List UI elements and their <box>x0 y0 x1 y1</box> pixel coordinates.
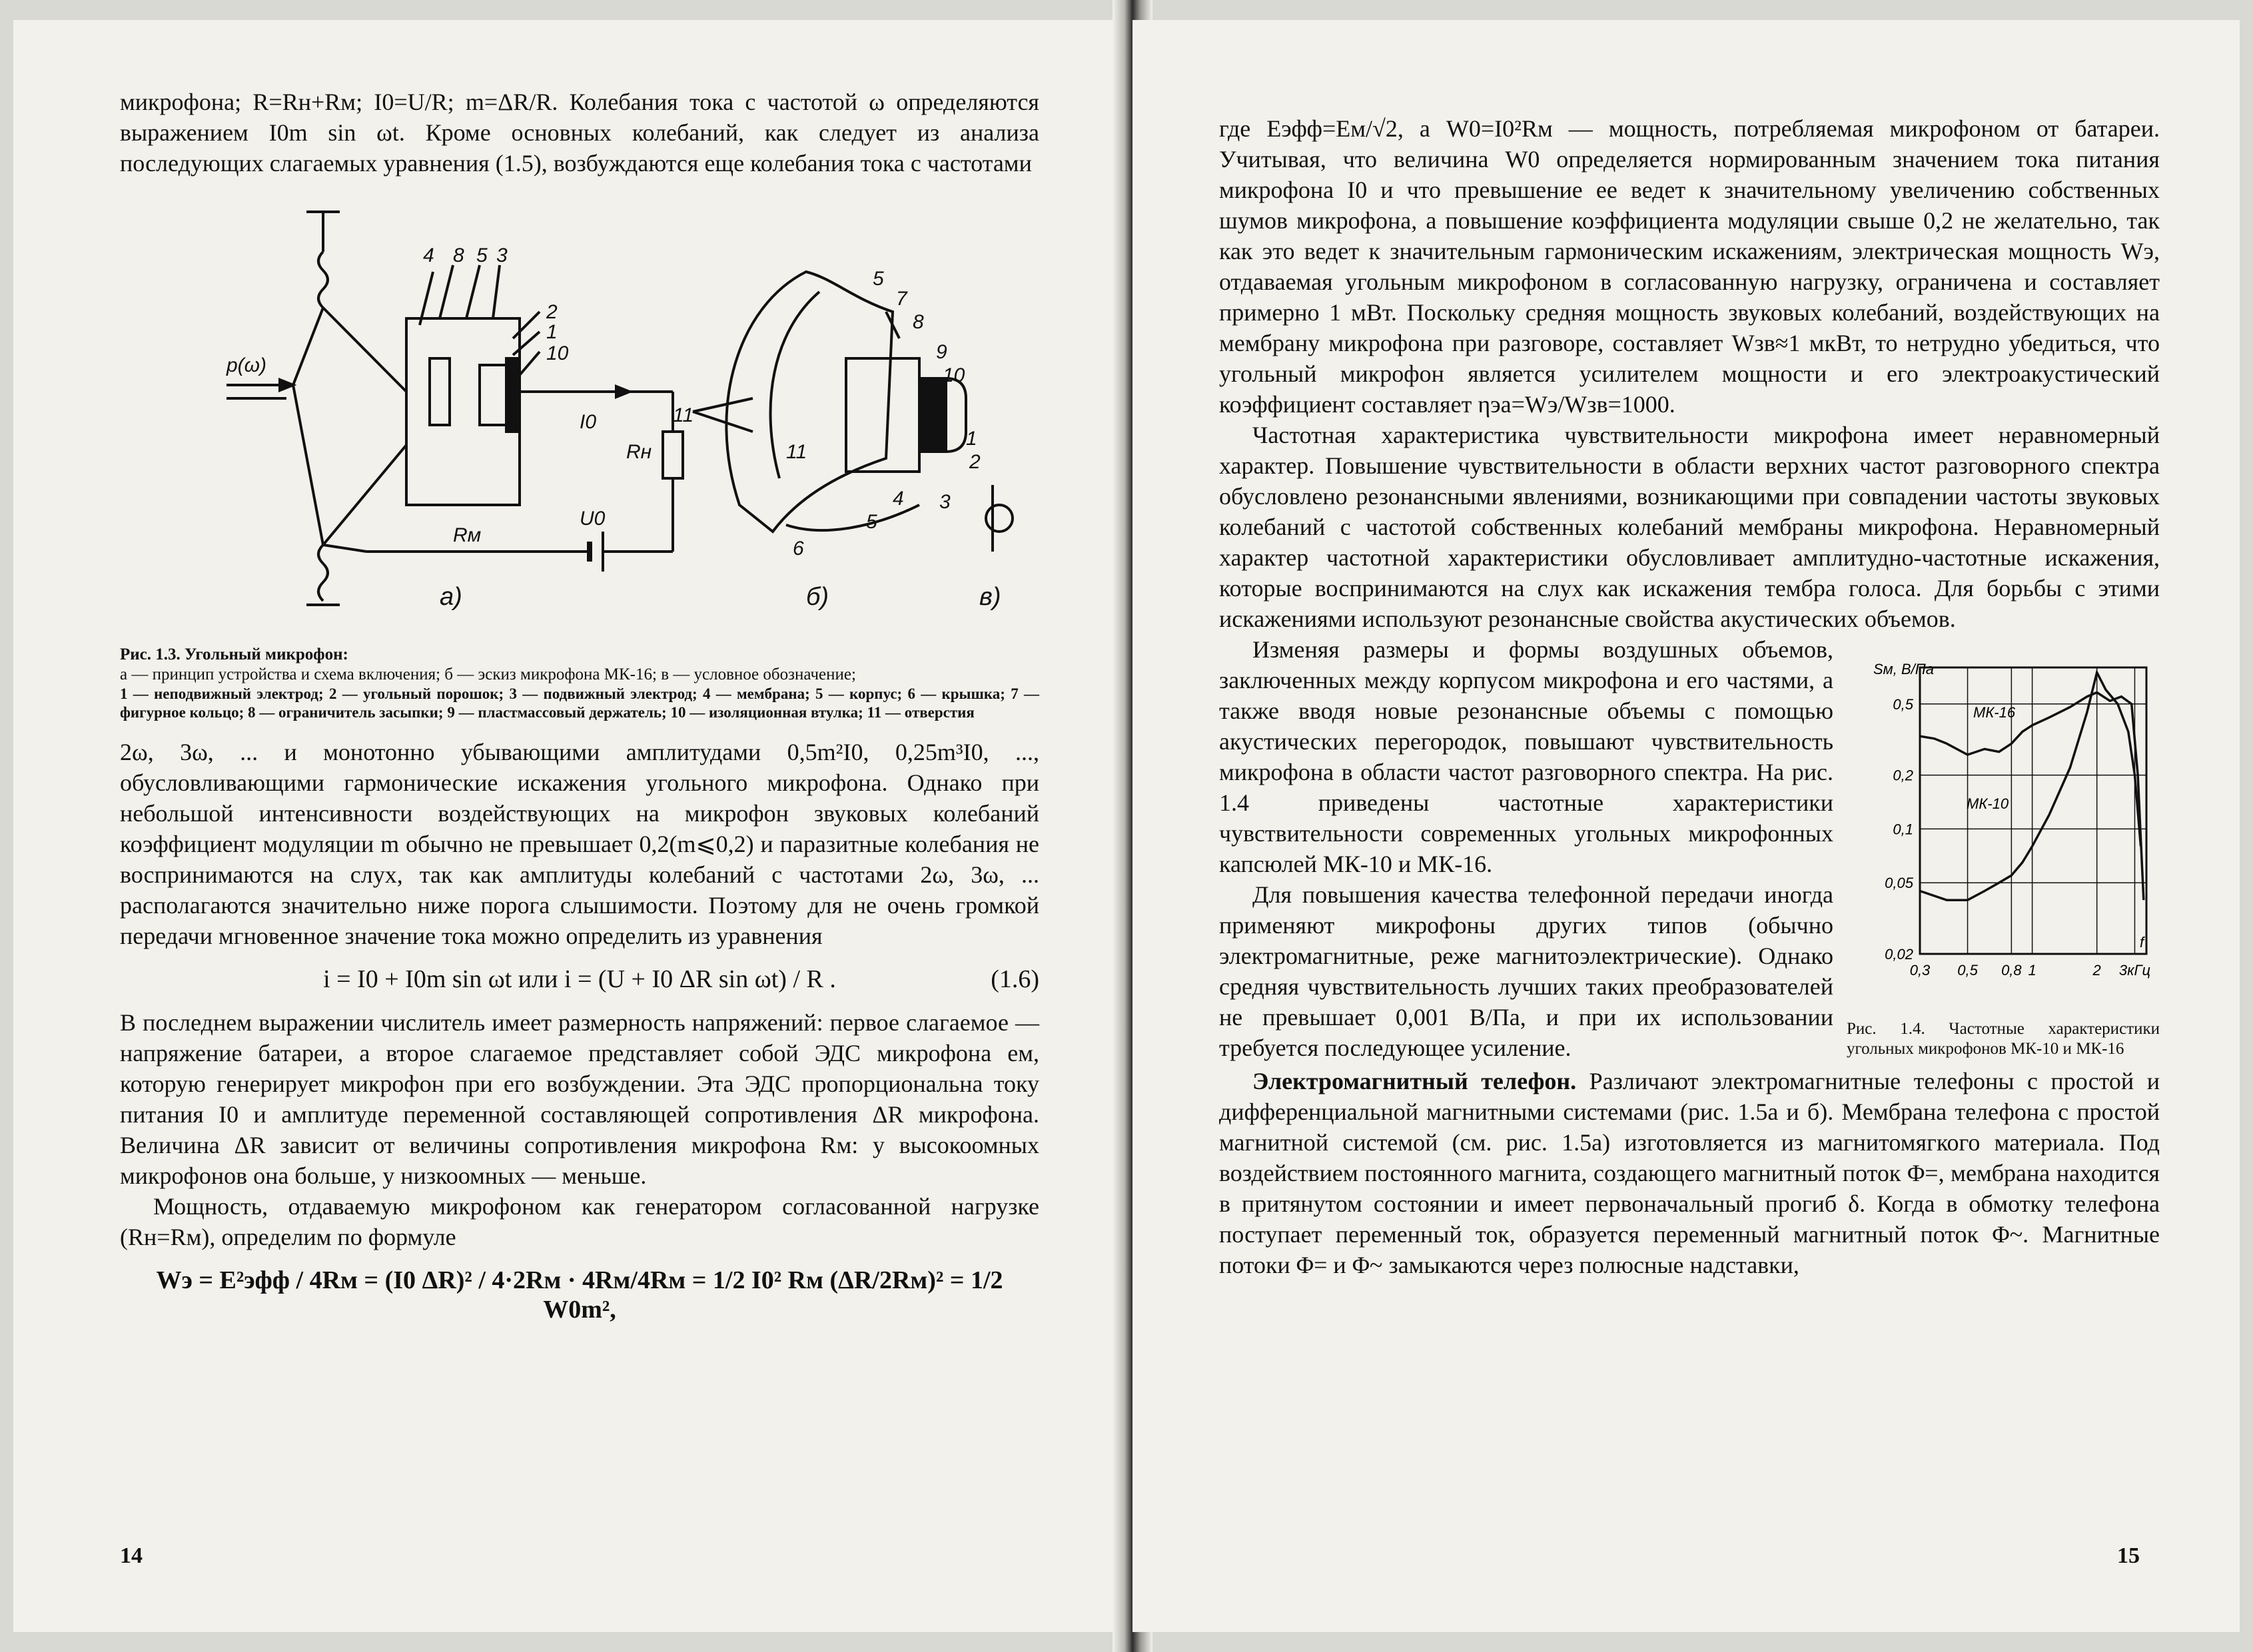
right-paragraph-5-text: Различают электромагнитные телефоны с простой и дифференциальной магнитными системами (рис. 1.5а и б). Мембрана телефона с простой магнитной системой (см. рис. 1.5а) изготовляется из магнитомягкого материала. Под воздействием постоянного магнита, создающего магнитный поток Φ=, мембрана находится в притянутом состоянии и имеет первоначальный прогиб δ. Когда в обмотку телефона поступает переменный ток, образуется переменный магнитный поток Φ~. Магнитные потоки Φ= и Φ~ замыкаются через полюсные надставки, <box>1219 1068 2160 1278</box>
label-u0: U0 <box>580 508 606 530</box>
num-a-5: 5 <box>476 244 488 266</box>
num-a-1: 1 <box>546 321 558 343</box>
series-label-mk10: МК-10 <box>1967 795 2009 812</box>
right-paragraph-1: где Eэфф=Eм/√2, а W0=I0²Rм — мощность, потребляемая микрофоном от батареи. Учитывая, что величина W0 определяется нормированным значением тока питания микрофона I0 и что превышение ее ведет к значительному увеличению собственных шумов микрофона, а повышение коэффициента модуляции свыше 0,2 не желательно, так как это ведет к значительным гармоническим искажениям, электрическая мощность Wэ, отдаваемая угольным микрофоном в согласованную нагрузку, ограничена и составляет примерно 1 мВт. Поскольку средняя мощность звуковых колебаний, воздействующих на мембрану микрофона при разговоре, составляет Wзв≈1 мкВт, то нетрудно убедиться, что угольный микрофон является усилителем мощности и его электроакустический коэффициент составляет ηэа=Wэ/Wзв=1000. <box>1219 115 2160 418</box>
num-b-8: 8 <box>913 311 924 333</box>
frequency-response-chart <box>1847 641 2160 1014</box>
series-line-mk10 <box>1920 673 2141 901</box>
figure-1-4-caption: Рис. 1.4. Частотные характеристики угольных микрофонов МК-10 и МК-16 <box>1847 1020 2160 1058</box>
num-a-2: 2 <box>546 301 558 323</box>
sub-c: в) <box>979 583 1001 611</box>
label-rn: Rн <box>626 441 652 463</box>
right-paragraph-2: Частотная характеристика чувствительности микрофона имеет неравномерный характер. Повышение чувствительности в области верхних частот разговорного спектра обусловлено резонансными явлениями, возникающими при совпадении частоты звуковых колебаний с частотой собственных колебаний мембраны микрофона. Неравномерный характер частотной характеристики обусловливает амплитудно-частотные искажения, которые воспринимаются на слух как искажения тембра голоса. Для борьбы с этими искажениями используют резонансные свойства акустических объемов. <box>1219 422 2160 632</box>
section-heading-telephone: Электромагнитный телефон. <box>1252 1068 1577 1094</box>
equation-1-6 <box>120 965 1039 994</box>
page-number-left: 14 <box>120 1543 143 1568</box>
x-tick-label: 0,3 <box>1909 962 1931 979</box>
num-b-11: 11 <box>673 404 694 426</box>
figure-1-3 <box>120 192 1039 645</box>
caption-main: а — принцип устройства и схема включения; б — эскиз микрофона МК-16; в — условное обозначение; <box>120 665 856 683</box>
x-tick-label: 1 <box>2028 962 2036 979</box>
num-b-3: 3 <box>939 491 951 513</box>
left-page <box>13 20 1119 1632</box>
num-b-2: 2 <box>969 451 981 473</box>
num-b-5b: 5 <box>866 511 877 533</box>
equation-1-6-number: (1.6) <box>991 965 1039 993</box>
right-paragraph-3: Изменяя размеры и формы воздушных объемов, заключенных между корпусом микрофона и его частями, а также вводя новые резонансные объемы с помощью акустических перегородок, повышают чувствительность микрофона в области частот разговорного спектра. На рис. 1.4 приведены частотные характеристики чувствительности современных угольных микрофонных капсюлей МК-10 и МК-16. <box>1219 636 1833 877</box>
right-paragraph-5 <box>1219 1066 2160 1280</box>
num-b-7: 7 <box>896 288 907 310</box>
right-paragraph-4: Для повышения качества телефонной передачи иногда применяют микрофоны других типов (обычно электромагнитные, реже магнитоэлектрические). Однако средняя чувствительность лучших таких преобразователей не превышает 0,001 В/Па, и при их использовании требуется последующее усиление. <box>1219 881 1833 1061</box>
x-tick-label: 2 <box>2092 962 2101 979</box>
caption-legend: 1 — неподвижный электрод; 2 — угольный порошок; 3 — подвижный электрод; 4 — мембрана; 5 — корпус; 6 — крышка; 7 — фигурное кольцо; 8 — ограничитель засыпки; 9 — пластмассовый держатель; 10 — изоляционная втулка; 11 — отверстия <box>120 685 1039 721</box>
num-b-9: 9 <box>936 341 947 363</box>
figure-1-4 <box>1847 641 2160 1059</box>
y-tick-label: 0,05 <box>1885 875 1913 892</box>
caption-title: Рис. 1.3. Угольный микрофон: <box>120 645 348 663</box>
right-page <box>1132 20 2240 1632</box>
y-tick-label: 0,2 <box>1893 767 1913 784</box>
label-i0: I0 <box>580 411 597 433</box>
sub-a: а) <box>440 583 462 611</box>
equation-power: Wэ = E²эфф / 4Rм = (I0 ΔR)² / 4·2Rм · 4Rм/4Rм = 1/2 I0² Rм (ΔR/2Rм)² = 1/2 W0m², <box>156 1266 1003 1324</box>
series-label-mk16: МК-16 <box>1973 704 2016 721</box>
x-axis-label: f <box>2140 934 2144 951</box>
label-rm: Rм <box>453 524 482 546</box>
num-b-1: 1 <box>966 428 977 450</box>
num-b-6: 6 <box>793 538 804 560</box>
y-tick-label: 0,1 <box>1893 821 1913 838</box>
left-paragraph-1: микрофона; R=Rн+Rм; I0=U/R; m=ΔR/R. Колебания тока с частотой ω определяются выражением I0m sin ωt. Кроме основных колебаний, как следует из анализа последующих слагаемых уравнения (1.5), возбуждаются еще колебания тока с частотами <box>120 89 1039 177</box>
num-b-11b: 11 <box>786 441 807 463</box>
chart-frame <box>1920 667 2146 954</box>
sub-b: б) <box>806 583 829 611</box>
num-b-10: 10 <box>943 364 965 386</box>
microphone-diagram <box>120 192 1039 645</box>
y-tick-label: 0,5 <box>1893 695 1913 713</box>
num-a-8: 8 <box>453 244 464 266</box>
num-a-10: 10 <box>546 342 569 364</box>
num-a-3: 3 <box>496 244 508 266</box>
label-pressure: p(ω) <box>226 354 267 376</box>
figure-1-3-caption <box>120 645 1039 722</box>
y-tick-label: 0,02 <box>1885 946 1913 963</box>
left-paragraph-4: Мощность, отдаваемую микрофоном как генератором согласованной нагрузке (Rн=Rм), определим по формуле <box>120 1193 1039 1250</box>
y-axis-label: Sм, В/Па <box>1873 661 1934 677</box>
equation-1-6-body: i = I0 + I0m sin ωt или i = (U + I0 ΔR sin ωt) / R . <box>323 965 836 993</box>
x-tick-label: 3кГц <box>2118 962 2151 979</box>
page-number-right: 15 <box>2117 1543 2140 1568</box>
num-b-5: 5 <box>873 268 884 290</box>
num-b-4: 4 <box>893 488 904 510</box>
left-paragraph-3: В последнем выражении числитель имеет размерность напряжений: первое слагаемое — напряжение батареи, а второе слагаемое представляет собой ЭДС микрофона eм, которую генерирует микрофон при его возбуждении. Эта ЭДС пропорциональна току питания I0 и амплитуде переменной составляющей сопротивления ΔR микрофона. Величина ΔR зависит от величины сопротивления микрофона Rм: у высокоомных микрофонов она больше, у низкоомных — меньше. <box>120 1009 1039 1189</box>
x-tick-label: 0,5 <box>1957 962 1978 979</box>
left-paragraph-2: 2ω, 3ω, ... и монотонно убывающими амплитудами 0,5m²I0, 0,25m³I0, ..., обусловливающими гармонические искажения угольного микрофона. Однако при небольшой интенсивности воздействующих на микрофон звуковых колебаний коэффициент модуляции m обычно не превышает 0,2(m⩽0,2) и паразитные колебания не воспринимаются на слух, так как амплитуды колебаний с частотами 2ω, 3ω, ... располагаются значительно ниже порога слышимости. Поэтому для не очень громкой передачи мгновенное значение тока можно определить из уравнения <box>120 739 1039 949</box>
num-a-4: 4 <box>423 244 434 266</box>
x-tick-label: 0,8 <box>2001 962 2022 979</box>
